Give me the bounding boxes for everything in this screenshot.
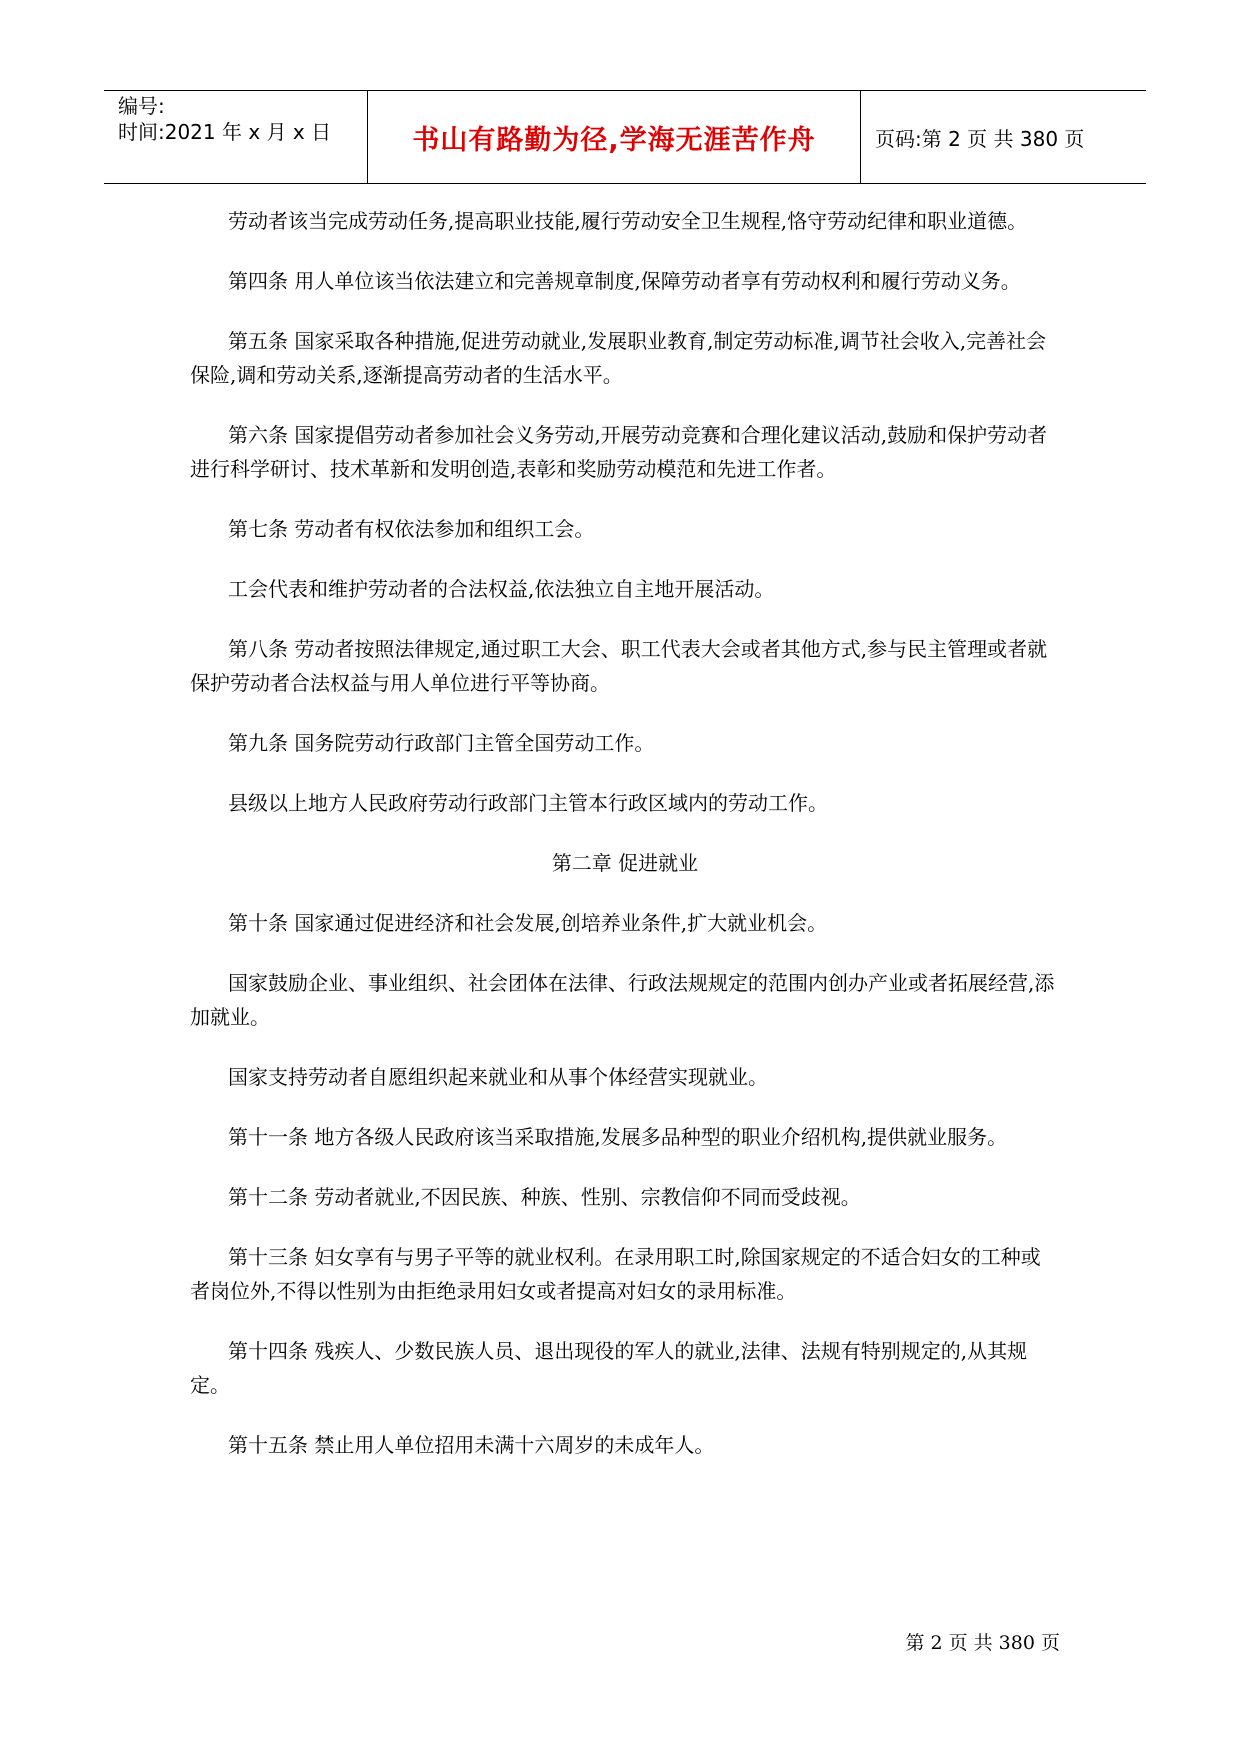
paragraph: 第十五条 禁止用人单位招用未满十六周岁的未成年人。 <box>228 1433 715 1457</box>
time-label: 时间:2021 年 x 月 x 日 <box>118 120 332 144</box>
paragraph: 第十四条 残疾人、少数民族人员、退出现役的军人的就业,法律、法规有特别规定的,从其规定。 <box>190 1339 1028 1397</box>
paragraph: 第十二条 劳动者就业,不因民族、种族、性别、宗教信仰不同而受歧视。 <box>228 1185 861 1209</box>
paragraph: 第四条 用人单位该当依法建立和完善规章制度,保障劳动者享有劳动权利和履行劳动义务。 <box>228 269 1021 293</box>
paragraph: 第八条 劳动者按照法律规定,通过职工大会、职工代表大会或者其他方式,参与民主管理或者就保护劳动者合法权益与用人单位进行平等协商。 <box>190 637 1048 695</box>
page-header <box>104 90 1146 184</box>
paragraph: 第九条 国务院劳动行政部门主管全国劳动工作。 <box>228 731 655 755</box>
paragraph: 第六条 国家提倡劳动者参加社会义务劳动,开展劳动竞赛和合理化建议活动,鼓励和保护劳动者进行科学研讨、技术革新和发明创造,表彰和奖励劳动模范和先进工作者。 <box>190 423 1048 481</box>
paragraph: 第十一条 地方各级人民政府该当采取措施,发展多品种型的职业介绍机构,提供就业服务。 <box>228 1125 1008 1149</box>
paragraph: 第十三条 妇女享有与男子平等的就业权利。在录用职工时,除国家规定的不适合妇女的工种或者岗位外,不得以性别为由拒绝录用妇女或者提高对妇女的录用标准。 <box>190 1245 1041 1303</box>
paragraph: 国家鼓励企业、事业组织、社会团体在法律、行政法规规定的范围内创办产业或者拓展经营,添加就业。 <box>190 971 1055 1029</box>
header-meta <box>104 91 368 183</box>
header-page-info: 页码:第 2 页 共 380 页 <box>875 126 1085 151</box>
paragraph: 第七条 劳动者有权依法参加和组织工会。 <box>228 517 595 541</box>
paragraph: 第十条 国家通过促进经济和社会发展,创培养业条件,扩大就业机会。 <box>228 911 828 935</box>
paragraph: 县级以上地方人民政府劳动行政部门主管本行政区域内的劳动工作。 <box>228 791 828 815</box>
paragraph: 国家支持劳动者自愿组织起来就业和从事个体经营实现就业。 <box>228 1065 768 1089</box>
chapter-title: 第二章 促进就业 <box>551 851 699 875</box>
paragraph: 工会代表和维护劳动者的合法权益,依法独立自主地开展活动。 <box>228 577 775 601</box>
paragraph: 劳动者该当完成劳动任务,提高职业技能,履行劳动安全卫生规程,恪守劳动纪律和职业道德。 <box>228 209 1028 233</box>
paragraph: 第五条 国家采取各种措施,促进劳动就业,发展职业教育,制定劳动标准,调节社会收入,完善社会保险,调和劳动关系,逐渐提高劳动者的生活水平。 <box>190 329 1047 387</box>
page-footer: 第 2 页 共 380 页 <box>905 1632 1060 1654</box>
document-body <box>190 204 1060 1488</box>
number-label: 编号: <box>118 94 165 118</box>
header-motto: 书山有路勤为径,学海无涯苦作舟 <box>368 91 861 183</box>
